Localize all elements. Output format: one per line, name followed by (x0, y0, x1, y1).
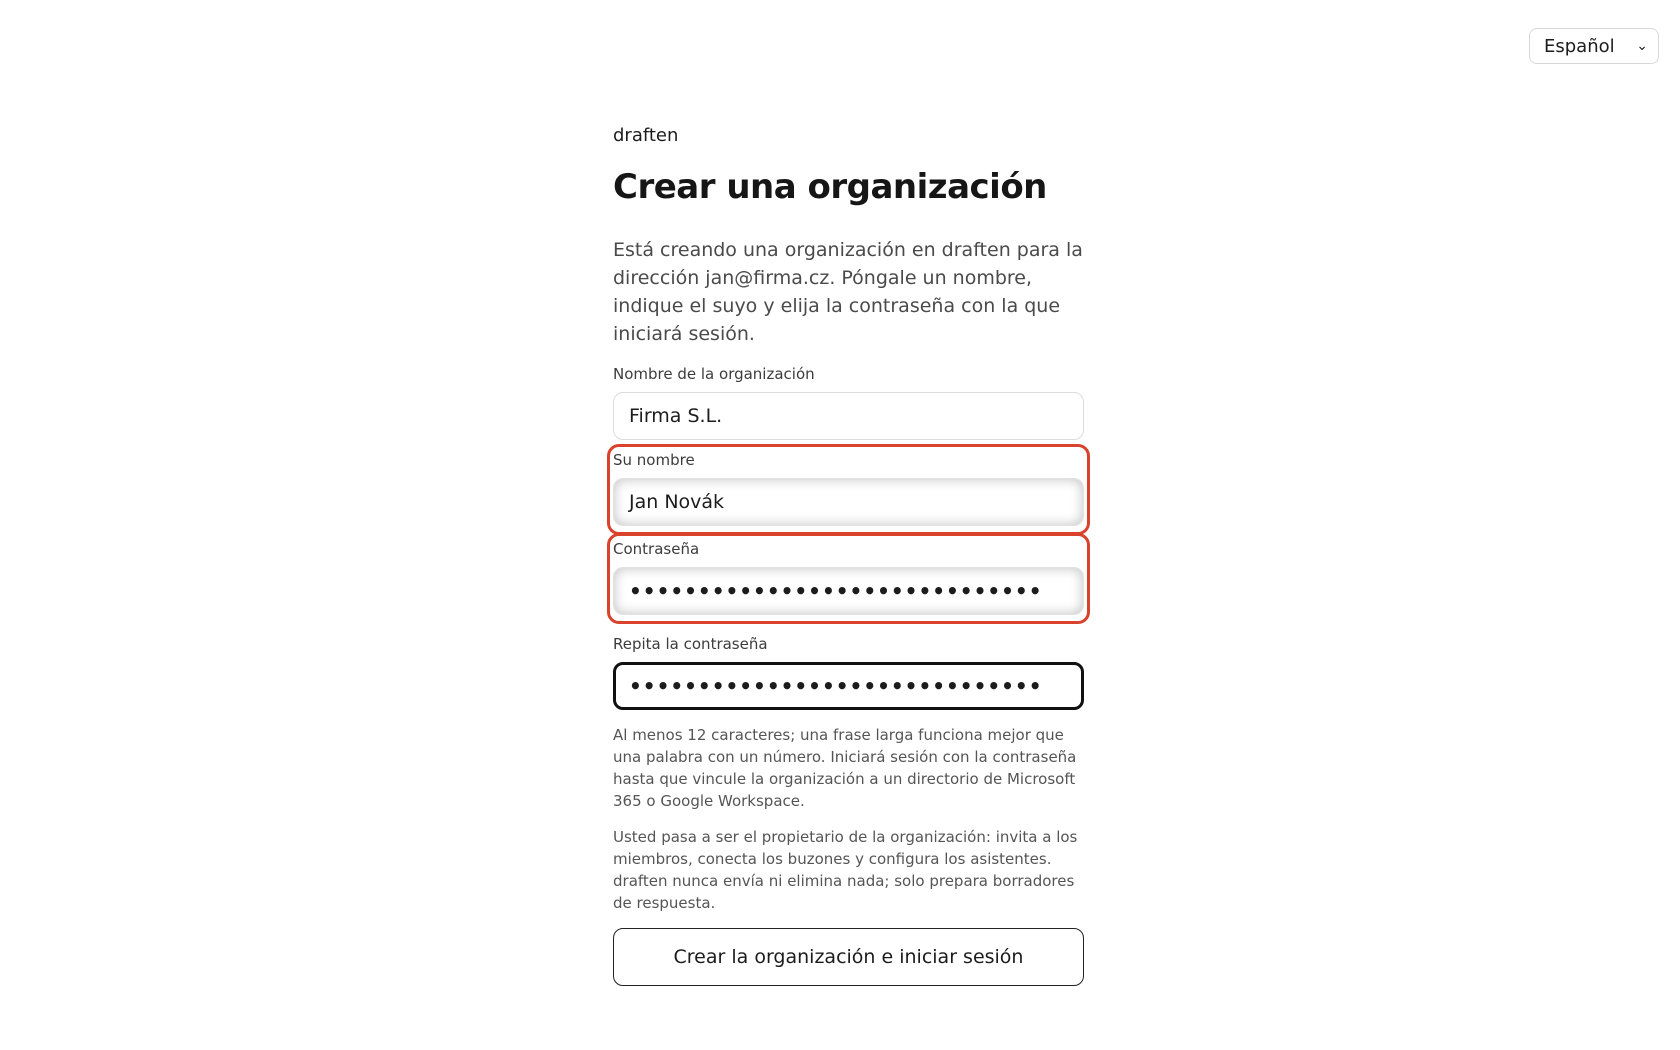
your-name-input[interactable]: Jan Novák (613, 478, 1084, 526)
owner-note: Usted pasa a ser el propietario de la organización: invita a los miembros, conecta los buzones y configura los asistentes. draften nunca envía ni elimina nada; solo prepara borradores de respuesta. (613, 828, 1078, 912)
intro-text: Está creando una organización en draften para la dirección jan@firma.cz. Póngale un nombre, indique el suyo y elija la contraseña con la que iniciará sesión. (613, 239, 1083, 345)
create-org-button[interactable]: Crear la organización e iniciar sesión (613, 928, 1084, 986)
your-name-field (613, 450, 1084, 529)
repeat-password-field (613, 634, 1084, 710)
signup-form (613, 122, 1084, 986)
language-select-value: Español (1544, 35, 1615, 57)
chevron-down-icon: ⌄ (1636, 38, 1648, 54)
org-name-label: Nombre de la organización (613, 365, 815, 383)
page-title: Crear una organización (613, 167, 1047, 207)
repeat-password-input[interactable]: •••••••••••••••••••••••••••••• (613, 662, 1084, 710)
your-name-label: Su nombre (613, 451, 695, 469)
org-name-field (613, 364, 1084, 440)
password-hint: Al menos 12 caracteres; una frase larga funciona mejor que una palabra con un número. Iniciará sesión con la contraseña hasta que vincule la organización a un directorio de Microsoft 365 o Google Workspace. (613, 726, 1077, 810)
org-name-input[interactable]: Firma S.L. (613, 392, 1084, 440)
repeat-password-label: Repita la contraseña (613, 635, 768, 653)
password-field (613, 539, 1084, 618)
password-input[interactable]: •••••••••••••••••••••••••••••• (613, 567, 1084, 615)
brand-name: draften (613, 125, 679, 146)
password-label: Contraseña (613, 540, 700, 558)
language-select[interactable] (1529, 28, 1659, 64)
